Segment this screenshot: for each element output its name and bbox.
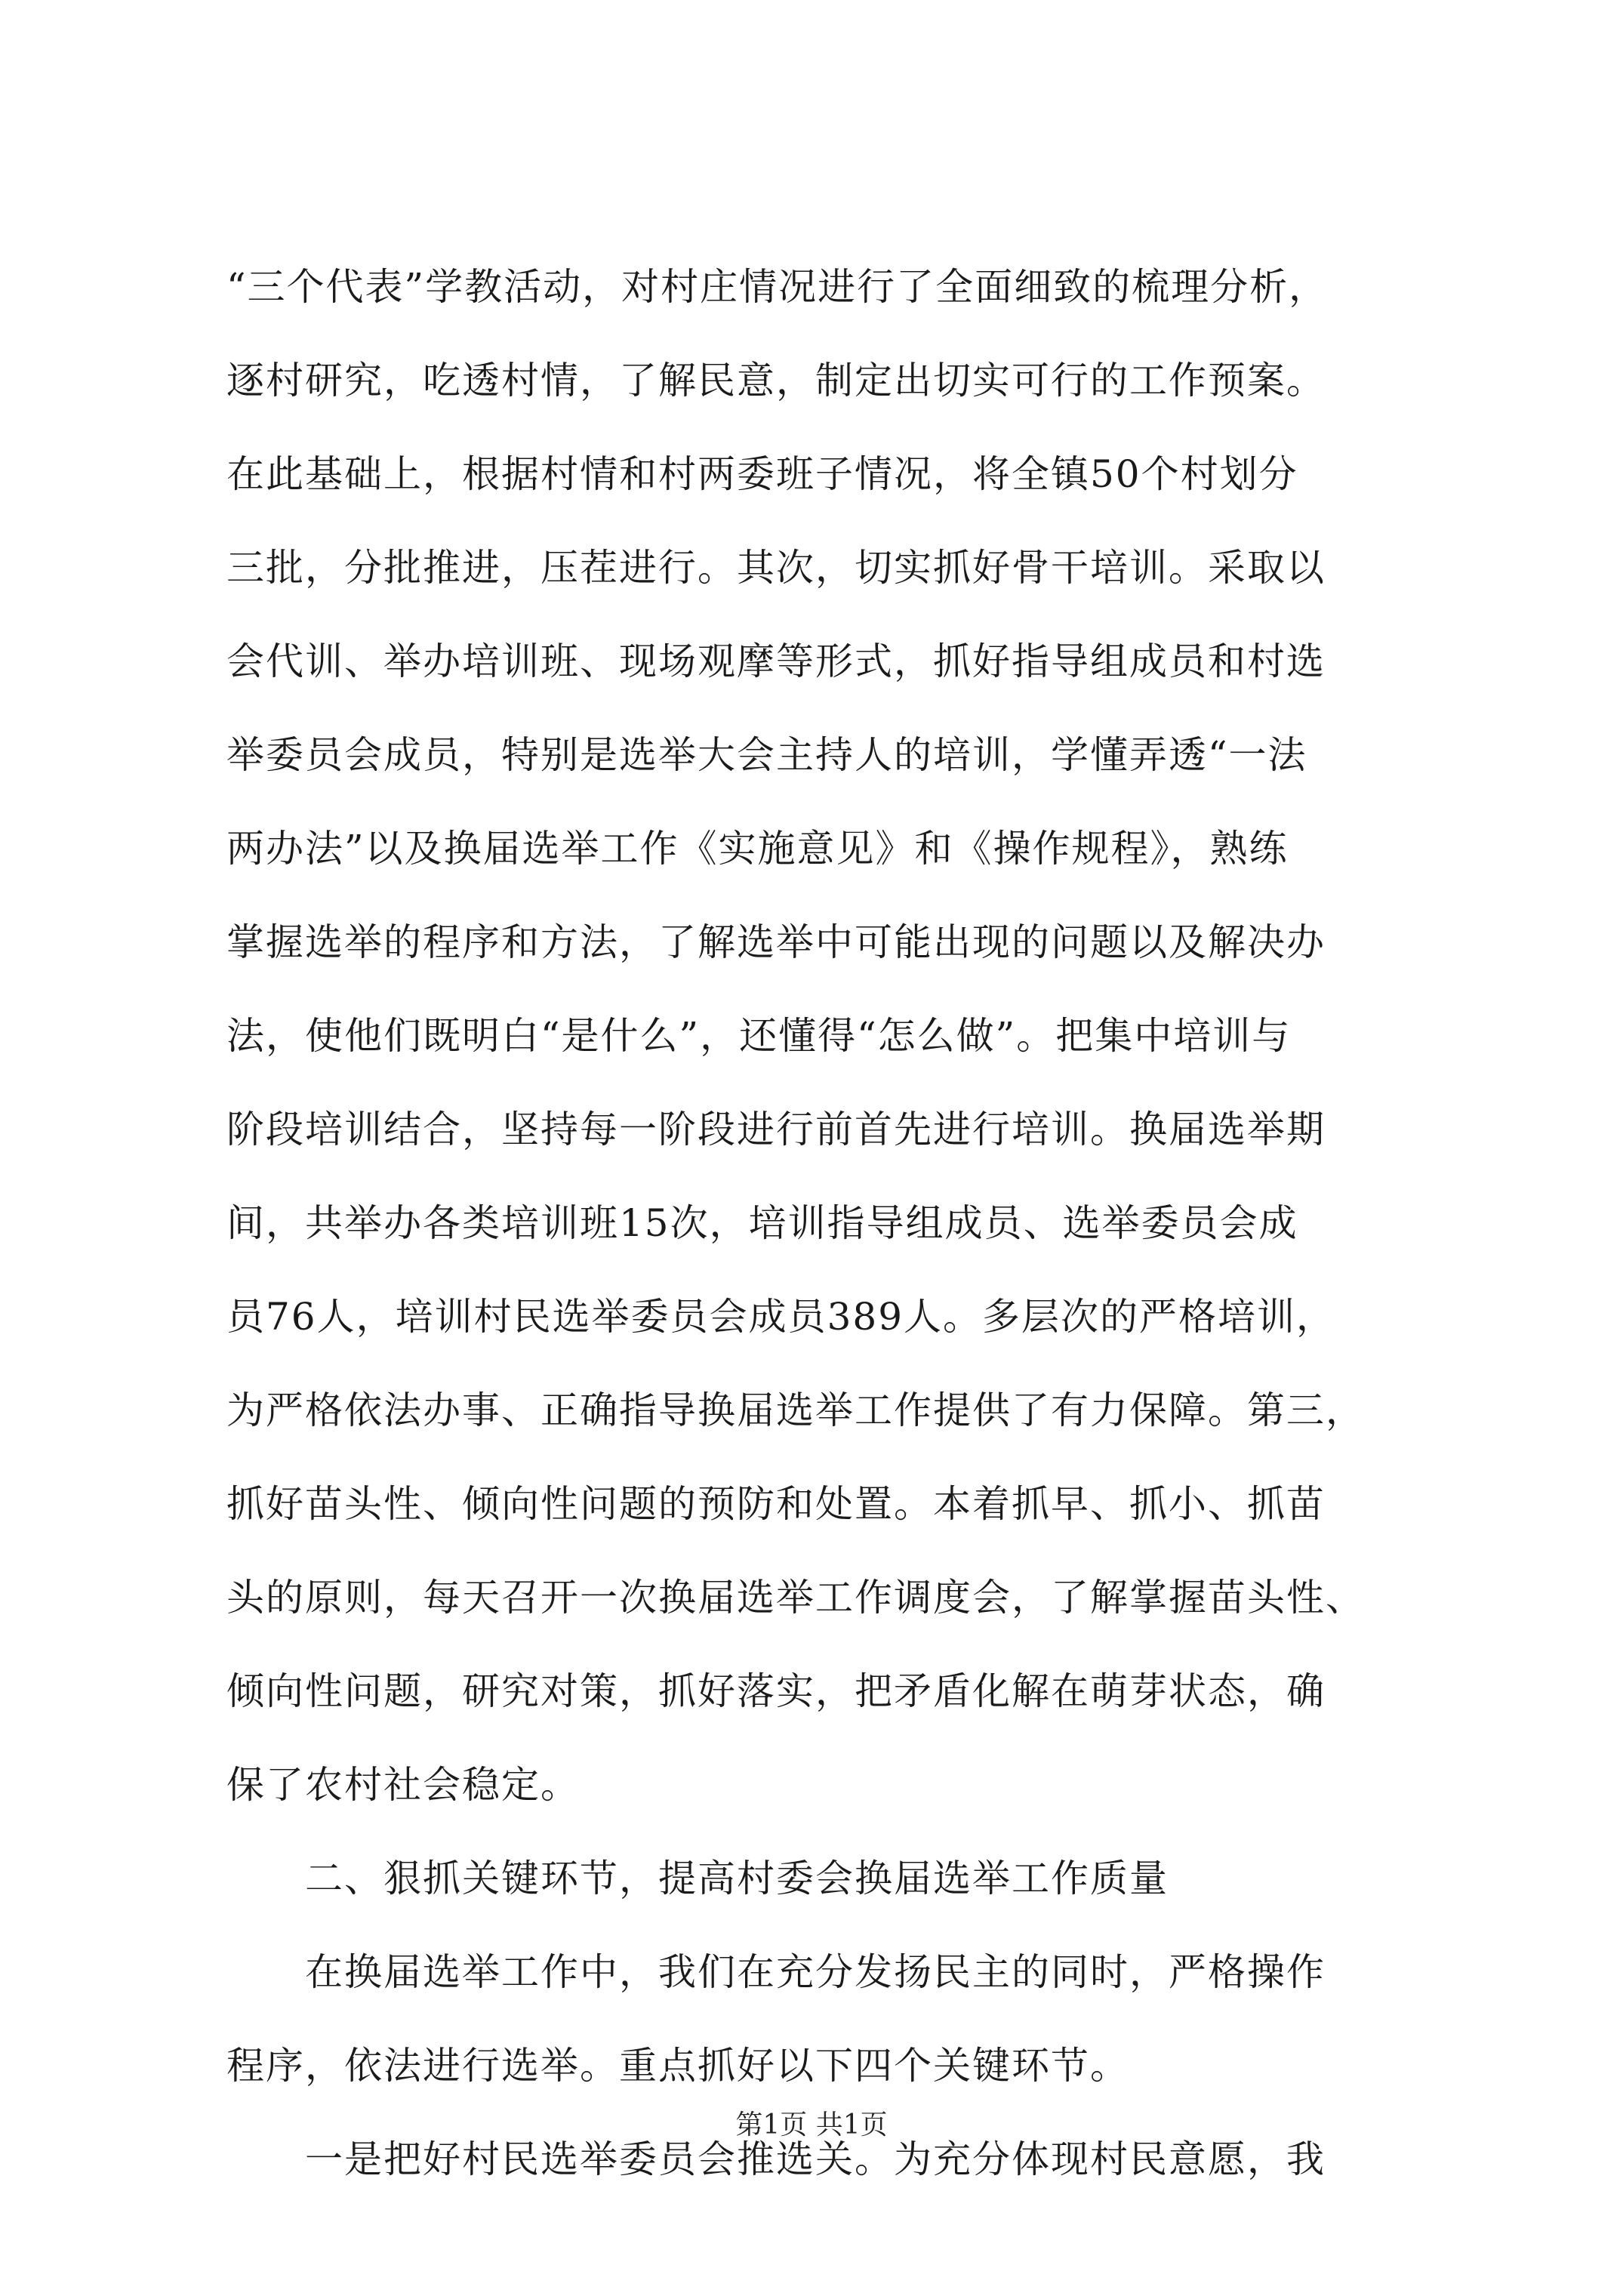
text-line: 间，共举办各类培训班15次，培训指导组成员、选举委员会成 [226, 1201, 1298, 1245]
text-line: 在此基础上，根据村情和村两委班子情况，将全镇50个村划分 [226, 452, 1298, 496]
text-line: 举委员会成员，特别是选举大会主持人的培训，学懂弄透“一法 [226, 733, 1307, 777]
text-line: 法，使他们既明白“是什么”，还懂得“怎么做”。把集中培训与 [226, 1014, 1292, 1058]
document-body [226, 240, 1434, 2206]
page-footer: 第1页 共1页 [735, 2110, 888, 2140]
text-line: 抓好苗头性、倾向性问题的预防和处置。本着抓早、抓小、抓苗 [226, 1482, 1326, 1526]
text-line: 一是把好村民选举委员会推选关。为充分体现村民意愿，我 [305, 2137, 1326, 2181]
text-line: 为严格依法办事、正确指导换届选举工作提供了有力保障。第三， [226, 1388, 1365, 1432]
text-line: 保了农村社会稳定。 [226, 1763, 580, 1807]
text-line: 逐村研究，吃透村情，了解民意，制定出切实可行的工作预案。 [226, 359, 1326, 402]
text-line: 两办法”以及换届选举工作《实施意见》和《操作规程》，熟练 [226, 827, 1289, 871]
text-line: 掌握选举的程序和方法，了解选举中可能出现的问题以及解决办 [226, 920, 1326, 964]
text-line: 在换届选举工作中，我们在充分发扬民主的同时，严格操作 [305, 1950, 1326, 1994]
text-line: “三个代表”学教活动，对村庄情况进行了全面细致的梳理分析， [226, 265, 1329, 309]
section-heading: 二、狠抓关键环节，提高村委会换届选举工作质量 [305, 1857, 1169, 1900]
text-line: 阶段培训结合，坚持每一阶段进行前首先进行培训。换届选举期 [226, 1108, 1326, 1151]
text-line: 倾向性问题，研究对策，抓好落实，把矛盾化解在萌芽状态，确 [226, 1669, 1326, 1713]
text-line: 程序，依法进行选举。重点抓好以下四个关键环节。 [226, 2044, 1129, 2088]
text-line: 会代训、举办培训班、现场观摩等形式，抓好指导组成员和村选 [226, 639, 1326, 683]
text-line: 三批，分批推进，压茬进行。其次，切实抓好骨干培训。采取以 [226, 546, 1326, 590]
text-line: 员76人，培训村民选举委员会成员389人。多层次的严格培训， [226, 1295, 1336, 1339]
text-line: 头的原则，每天召开一次换届选举工作调度会，了解掌握苗头性、 [226, 1576, 1365, 1620]
